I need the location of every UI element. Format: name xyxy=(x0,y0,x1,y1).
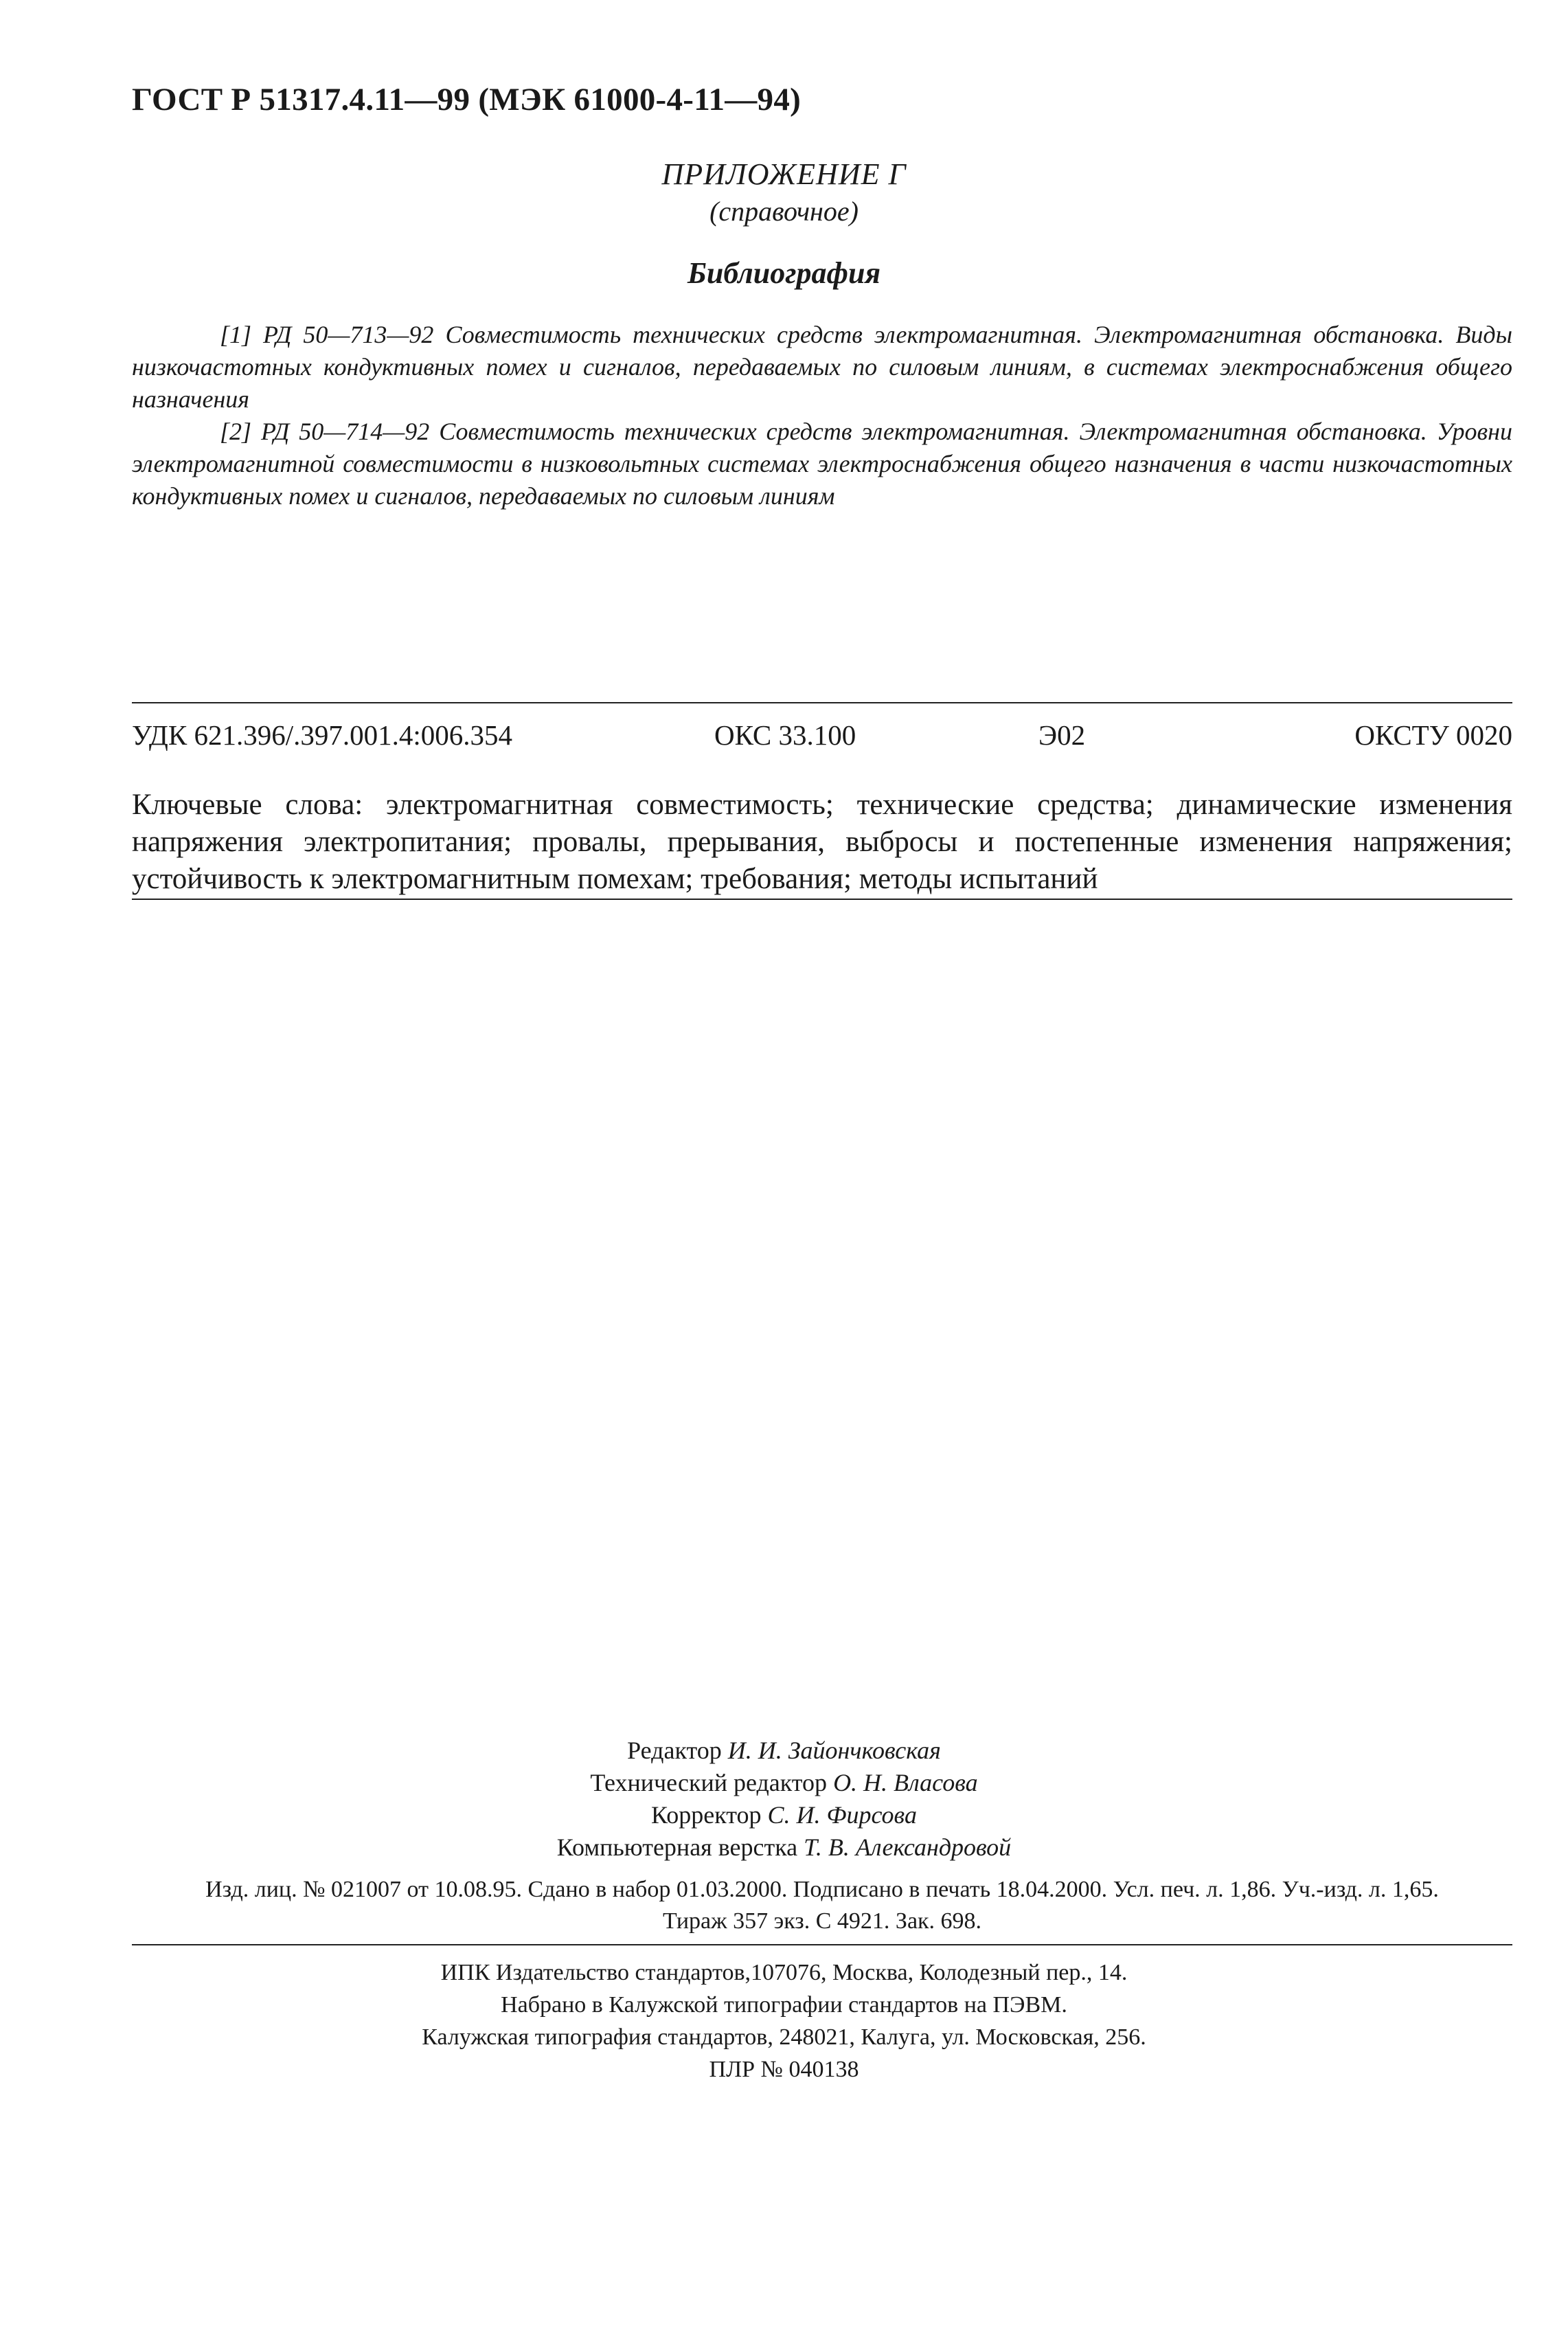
credit-name: И. И. Зайончковская xyxy=(727,1737,941,1764)
credit-role: Редактор xyxy=(627,1737,722,1764)
credit-name: О. Н. Власова xyxy=(833,1769,978,1796)
credit-role: Технический редактор xyxy=(590,1769,828,1796)
keywords: Ключевые слова: электромагнитная совместимость; технические средства; динамические изменения напряжения электропитания; провалы, прерывания, выбросы и постепенные изменения напряжения; устойчивость к электромагнитным помехам; требования; методы испытаний xyxy=(132,789,1512,895)
credit-role: Корректор xyxy=(651,1801,762,1829)
bibliography-title: Библиография xyxy=(687,256,881,290)
page-header: ГОСТ Р 51317.4.11—99 (МЭК 61000-4-11—94) xyxy=(132,82,802,117)
appendix-note: (справочное) xyxy=(709,196,859,227)
credit-tech-editor xyxy=(0,1767,1568,1799)
keywords-bottom-rule xyxy=(132,899,1512,900)
classification-row xyxy=(132,719,1512,760)
printing-line-2: Набрано в Калужской типографии стандартов на ПЭВМ. xyxy=(501,1992,1067,2018)
printing-top-rule xyxy=(132,1944,1512,1945)
publication-line-1: Изд. лиц. № 021007 от 10.08.95. Сдано в набор 01.03.2000. Подписано в печать 18.04.2000. Усл. печ. л. 1,86. Уч.-изд. л. 1,65. xyxy=(205,1877,1439,1902)
printing-line-3: Калужская типография стандартов, 248021, Калуга, ул. Московская, 256. xyxy=(422,2024,1146,2050)
printing-info xyxy=(0,1956,1568,2086)
credits xyxy=(0,1735,1568,1864)
okstu-code: ОКСТУ 0020 xyxy=(1354,719,1512,751)
appendix-title: ПРИЛОЖЕНИЕ Г xyxy=(661,157,907,191)
udk-code: УДК 621.396/.397.001.4:006.354 xyxy=(132,719,512,751)
printing-line-1: ИПК Издательство стандартов,107076, Москва, Колодезный пер., 14. xyxy=(440,1960,1128,1985)
e-code: Э02 xyxy=(1038,719,1086,751)
credit-name: Т. В. Александровой xyxy=(804,1833,1012,1861)
printing-line-4: ПЛР № 040138 xyxy=(709,2057,859,2082)
publication-info xyxy=(132,1874,1512,1937)
bibliography-item-1: [1] РД 50—713—92 Совместимость технических средств электромагнитная. Электромагнитная обстановка. Виды низкочастотных кондуктивных помех и сигналов, передаваемых по силовым линиям, в системах электроснабжения общего назначения xyxy=(132,321,1512,413)
bibliography-list xyxy=(132,319,1512,512)
credit-role: Компьютерная верстка xyxy=(556,1833,798,1861)
oks-code: ОКС 33.100 xyxy=(714,719,856,751)
credit-proofreader xyxy=(0,1799,1568,1831)
credit-name: С. И. Фирсова xyxy=(767,1801,917,1829)
publication-line-2: Тираж 357 экз. С 4921. Зак. 698. xyxy=(662,1908,982,1934)
credit-layout xyxy=(0,1831,1568,1864)
classification-top-rule xyxy=(132,702,1512,703)
credit-editor xyxy=(0,1735,1568,1767)
bibliography-item-2: [2] РД 50—714—92 Совместимость технических средств электромагнитная. Электромагнитная обстановка. Уровни электромагнитной совместимости в низковольтных системах электроснабжения общего назначения в части низкочастотных кондуктивных помех и сигналов, передаваемых по силовым линиям xyxy=(132,418,1512,510)
